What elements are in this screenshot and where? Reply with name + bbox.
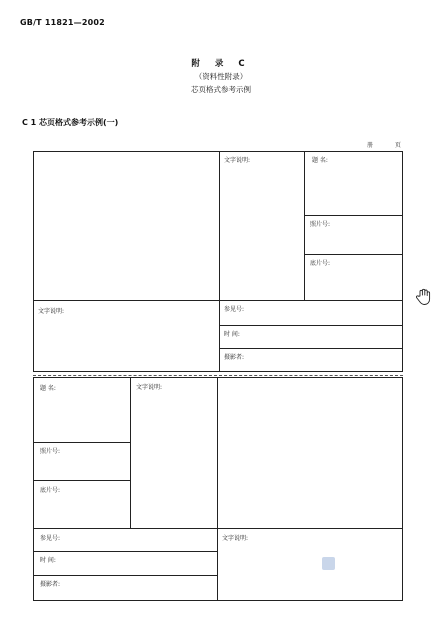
- top-divider-photo: [219, 152, 220, 372]
- top-photo-caption-label: 文字说明:: [224, 157, 251, 164]
- stamp-icon: [322, 557, 335, 570]
- page-corner-label: 册 页: [367, 142, 411, 149]
- top-negative-number-label: 底片号:: [310, 260, 331, 267]
- top-line-photo-number: [304, 215, 403, 216]
- separator-dashed-line: [33, 375, 403, 376]
- top-line-time: [219, 348, 403, 349]
- bottom-photo-number-label: 照片号:: [40, 448, 61, 455]
- top-photographer-label: 摄影者:: [224, 354, 245, 361]
- top-line-photo-bottom: [34, 300, 403, 301]
- bottom-caption-label: 文字说明:: [136, 384, 163, 391]
- bottom-reference-label: 参见号:: [40, 535, 61, 542]
- standard-number: GB/T 11821—2002: [20, 18, 105, 27]
- bottom-line-photographer: [34, 575, 217, 576]
- top-title-label: 题 名:: [312, 157, 328, 164]
- top-line-negative-number: [304, 254, 403, 255]
- section-heading: C 1 芯页格式参考示例(一): [22, 118, 119, 127]
- appendix-subtitle: 芯页格式参考示例: [191, 85, 251, 94]
- bottom-divider-left: [130, 378, 131, 528]
- bottom-photographer-label: 摄影者:: [40, 581, 61, 588]
- top-reference-label: 参见号:: [224, 306, 245, 313]
- top-line-reference: [219, 325, 403, 326]
- top-divider-meta: [304, 152, 305, 300]
- top-form: [33, 151, 403, 372]
- bottom-line-negative-number: [34, 480, 130, 481]
- appendix-note: （资料性附录）: [194, 72, 248, 81]
- bottom-title-label: 题 名:: [40, 385, 56, 392]
- bottom-divider-photo: [217, 378, 218, 601]
- appendix-title: 附 录 C: [191, 59, 251, 69]
- top-time-label: 时 间:: [224, 331, 240, 338]
- top-photo-number-label: 照片号:: [310, 221, 331, 228]
- bottom-line-time: [34, 551, 217, 552]
- bottom-caption2-label: 文字说明:: [222, 535, 249, 542]
- bottom-line-photo-number: [34, 442, 130, 443]
- top-caption-label: 文字说明:: [38, 308, 65, 315]
- bottom-time-label: 时 间:: [40, 557, 56, 564]
- bottom-line-photo-bottom: [34, 528, 403, 529]
- bottom-negative-number-label: 底片号:: [40, 487, 61, 494]
- bottom-form: [33, 377, 403, 601]
- hand-cursor-icon: [414, 287, 434, 307]
